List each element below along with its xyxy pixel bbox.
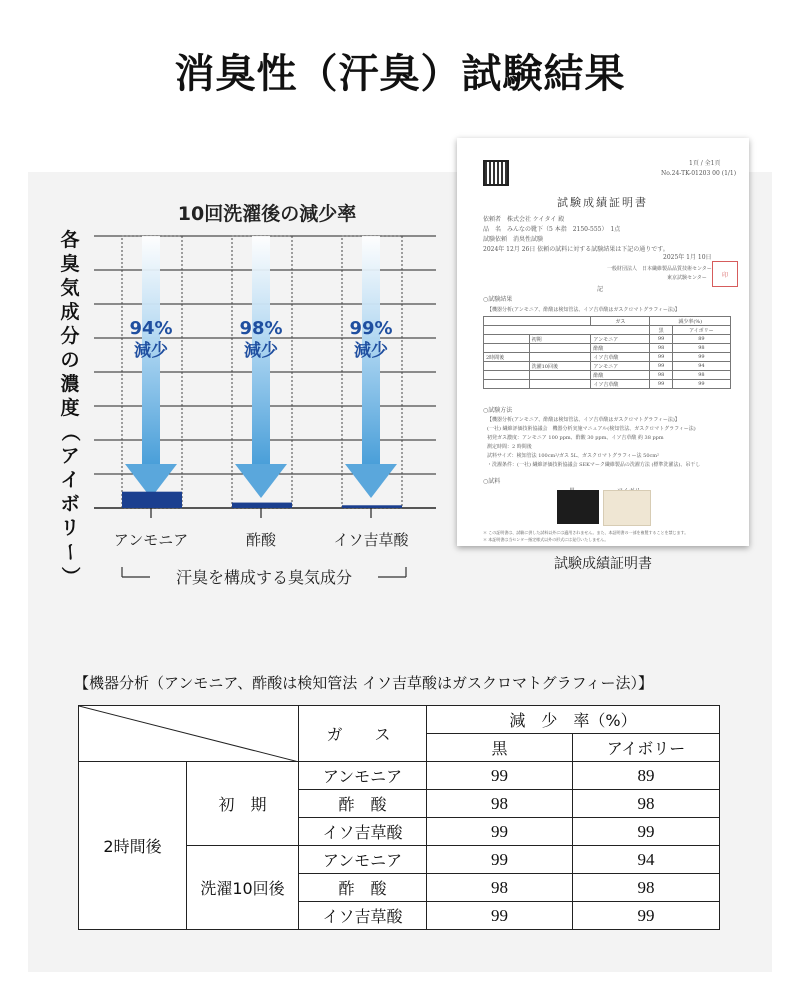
cert-mini-cell	[484, 362, 530, 371]
y-axis-label-char: ）	[59, 566, 81, 586]
y-axis-label-char: の	[60, 349, 80, 371]
table-gas-cell: アンモニア	[299, 846, 427, 874]
qr-code-icon	[483, 160, 509, 186]
chart-category-labels	[114, 508, 410, 549]
diagonal-line	[79, 706, 299, 762]
cert-method-line: ・洗濯条件：(一社) 繊維評価技術協議会 SEKマーク繊維製品の洗濯方法 (標準洗濯法)、吊干し	[487, 462, 701, 468]
cert-mini-table	[483, 316, 731, 389]
cert-ref-no: No.24-TK-01203 00 (1/1)	[661, 170, 737, 177]
cert-mini-cell	[529, 371, 591, 380]
cert-section-method: ○試験方法	[483, 407, 513, 414]
cert-method-line: 初発ガス濃度：アンモニア 100 ppm、酢酸 30 ppm、イソ吉草酸 約 38 ppm	[487, 435, 664, 441]
cert-method-line: 試料サイズ：検知管法 100cm²/ガス 5L、ガスクロマトグラフィー法 50cm²	[487, 453, 660, 459]
bar	[122, 492, 182, 508]
cert-org2: 東京試験センター	[667, 275, 707, 281]
cert-mini-cell	[484, 380, 530, 389]
table-black-value: 99	[427, 846, 573, 874]
table-gas-cell: アンモニア	[299, 762, 427, 790]
cert-mini-cell: 98	[650, 344, 672, 353]
page-title: 消臭性（汗臭）試験結果	[174, 51, 626, 97]
cert-mini-cell: 99	[672, 380, 730, 389]
y-axis-label-char: 各	[60, 229, 80, 251]
y-axis-label-char: ア	[60, 445, 80, 467]
cert-footnote-2: ＊ 本証明書は当センター指定様式以外の形式には発行いたしません。	[483, 537, 609, 542]
reduction-percent-label: 98%	[239, 318, 283, 339]
table-black-value: 99	[427, 902, 573, 930]
table-row	[79, 762, 720, 790]
cert-mini-cell: 2時間後	[484, 353, 530, 362]
bar	[232, 503, 292, 508]
cert-mini-cell: イソ吉草酸	[591, 353, 650, 362]
cert-mini-cell: 初期	[529, 335, 591, 344]
table-gas-cell: イソ吉草酸	[299, 818, 427, 846]
table-ivory-value: 99	[573, 902, 720, 930]
y-axis-label-char: 気	[60, 277, 80, 299]
cert-mini-cell: 94	[672, 362, 730, 371]
cert-mini-cell	[529, 353, 591, 362]
table-black-value: 99	[427, 762, 573, 790]
category-label: イソ吉草酸	[333, 531, 409, 549]
y-axis-label-char: 成	[60, 301, 80, 323]
table-header-rate: 減 少 率（%）	[427, 706, 720, 734]
cert-mini-header-rate: 減少率(%)	[650, 317, 731, 326]
test-certificate-image	[457, 138, 749, 546]
category-label: アンモニア	[113, 531, 189, 549]
y-axis-label-char: （	[59, 422, 81, 442]
cert-method-line: (一社) 繊維評価技術協議会 機器分析実施マニュアル(検知管法、ガスクロマトグラフィー法)	[487, 426, 696, 432]
table-gas-cell: イソ吉草酸	[299, 902, 427, 930]
table-gas-cell: 酢 酸	[299, 874, 427, 902]
cert-mini-cell: 89	[672, 335, 730, 344]
cert-received: 2024年 12月 26日 依頼の試料に対する試験結果は下記の通りです。	[483, 246, 669, 253]
ivory-fabric-sample	[603, 490, 651, 526]
cert-mini-cell: 99	[650, 362, 672, 371]
cert-mini-cell: 洗濯10回後	[529, 362, 591, 371]
cert-mini-header-ivory: アイボリー	[672, 326, 730, 335]
table-group-label: 洗濯10回後	[187, 846, 299, 930]
reduction-arrow-head	[345, 464, 397, 498]
cert-mini-row	[484, 335, 731, 344]
cert-mini-cell	[529, 344, 591, 353]
cert-date: 2025年 1月 10日	[663, 254, 712, 261]
cert-mini-row	[484, 353, 731, 362]
table-caption: 【機器分析（アンモニア、酢酸は検知管法 イソ吉草酸はガスクロマトグラフィー法）】	[74, 674, 653, 692]
reduction-percent-label: 94%	[129, 318, 173, 339]
cert-footnote-1: ＊ この証明書は、試験に供した試料以外には適用されません。また、本証明書の一部を複製することを禁じます。	[483, 530, 689, 535]
cert-mini-cell: 98	[650, 371, 672, 380]
cert-mini-cell: アンモニア	[591, 362, 650, 371]
cert-method-line: 【機器分析(アンモニア、酢酸は検知管法、イソ吉草酸はガスクロマトグラフィー法)】	[487, 417, 680, 423]
y-axis-label-char: ボ	[60, 493, 80, 515]
table-black-value: 98	[427, 874, 573, 902]
table-ivory-value: 98	[573, 874, 720, 902]
y-axis-label-char: 臭	[60, 253, 80, 275]
table-ivory-value: 99	[573, 818, 720, 846]
table-header-ivory: アイボリー	[573, 734, 720, 762]
results-table	[78, 705, 720, 930]
cert-section-sample: ○試料	[483, 478, 501, 485]
cert-mini-header-black: 黒	[650, 326, 672, 335]
cert-mini-cell: 98	[672, 344, 730, 353]
cert-mini-cell	[484, 371, 530, 380]
cert-org1: 一般財団法人 日本繊維製品品質技術センター	[607, 266, 712, 272]
x-axis-title: 汗臭を構成する臭気成分	[175, 568, 353, 587]
y-axis-label-char: ー	[59, 542, 81, 562]
table-header-black: 黒	[427, 734, 573, 762]
reduction-percent-label: 99%	[349, 318, 393, 339]
cert-mini-cell: アンモニア	[591, 335, 650, 344]
cert-product: 品 名 みんなの靴下（5 本指 2150-555） 1点	[483, 226, 621, 233]
cert-mini-row	[484, 380, 731, 389]
table-time-label: 2時間後	[79, 762, 187, 930]
table-corner-cell	[79, 706, 299, 762]
cert-note: 記	[597, 286, 604, 293]
cert-mini-cell	[529, 380, 591, 389]
reduction-word-label: 減少	[354, 341, 388, 361]
table-gas-cell: 酢 酸	[299, 790, 427, 818]
reduction-word-label: 減少	[134, 341, 168, 361]
cert-mini-row	[484, 344, 731, 353]
category-label: 酢酸	[245, 531, 277, 549]
y-axis-label-char: 濃	[60, 373, 80, 395]
y-axis-label-char: 度	[60, 397, 80, 419]
cert-seal-stamp: 印	[712, 261, 738, 287]
table-black-value: 98	[427, 790, 573, 818]
cert-mini-cell: 99	[650, 353, 672, 362]
cert-mini-cell: 99	[650, 335, 672, 344]
cert-purpose: 試験依頼 消臭性試験	[483, 236, 544, 243]
cert-mini-cell: 99	[650, 380, 672, 389]
reduction-word-label: 減少	[244, 341, 278, 361]
table-group-label: 初 期	[187, 762, 299, 846]
cert-applicant: 依頼者 株式会社 ケイタイ 殿	[483, 216, 565, 223]
y-axis-label-char: リ	[60, 517, 80, 539]
cert-method-line: 測定時間：2 時間後	[487, 444, 532, 450]
cert-mini-row	[484, 362, 731, 371]
y-axis-label	[59, 228, 82, 586]
table-black-value: 99	[427, 818, 573, 846]
table-ivory-value: 94	[573, 846, 720, 874]
black-fabric-sample	[557, 490, 599, 524]
cert-mini-header-gas: ガス	[591, 317, 650, 326]
bar	[342, 505, 402, 508]
certificate-caption: 試験成績証明書	[554, 556, 652, 572]
cert-mini-cell: イソ吉草酸	[591, 380, 650, 389]
cert-mini-row	[484, 371, 731, 380]
cert-table-title: 【機器分析(アンモニア、酢酸は検知管法、イソ吉草酸はガスクロマトグラフィー法)】	[487, 307, 680, 313]
x-axis-label	[122, 567, 406, 587]
cert-section-results: ○試験結果	[483, 296, 513, 303]
table-header-gas: ガ ス	[299, 706, 427, 762]
reduction-arrow-head	[235, 464, 287, 498]
cert-mini-cell: 酢酸	[591, 344, 650, 353]
cert-mini-cell: 酢酸	[591, 371, 650, 380]
cert-mini-cell: 99	[672, 353, 730, 362]
cert-mini-cell	[484, 344, 530, 353]
cert-ref-top: 1頁 / 全1頁	[689, 160, 721, 167]
cert-mini-cell	[484, 335, 530, 344]
y-axis-label-char: 分	[60, 325, 80, 347]
cert-heading: 試験成績証明書	[557, 196, 648, 209]
table-ivory-value: 89	[573, 762, 720, 790]
table-ivory-value: 98	[573, 790, 720, 818]
cert-mini-cell: 98	[672, 371, 730, 380]
chart-title: 10回洗濯後の減少率	[177, 203, 357, 225]
y-axis-label-char: イ	[60, 469, 80, 491]
